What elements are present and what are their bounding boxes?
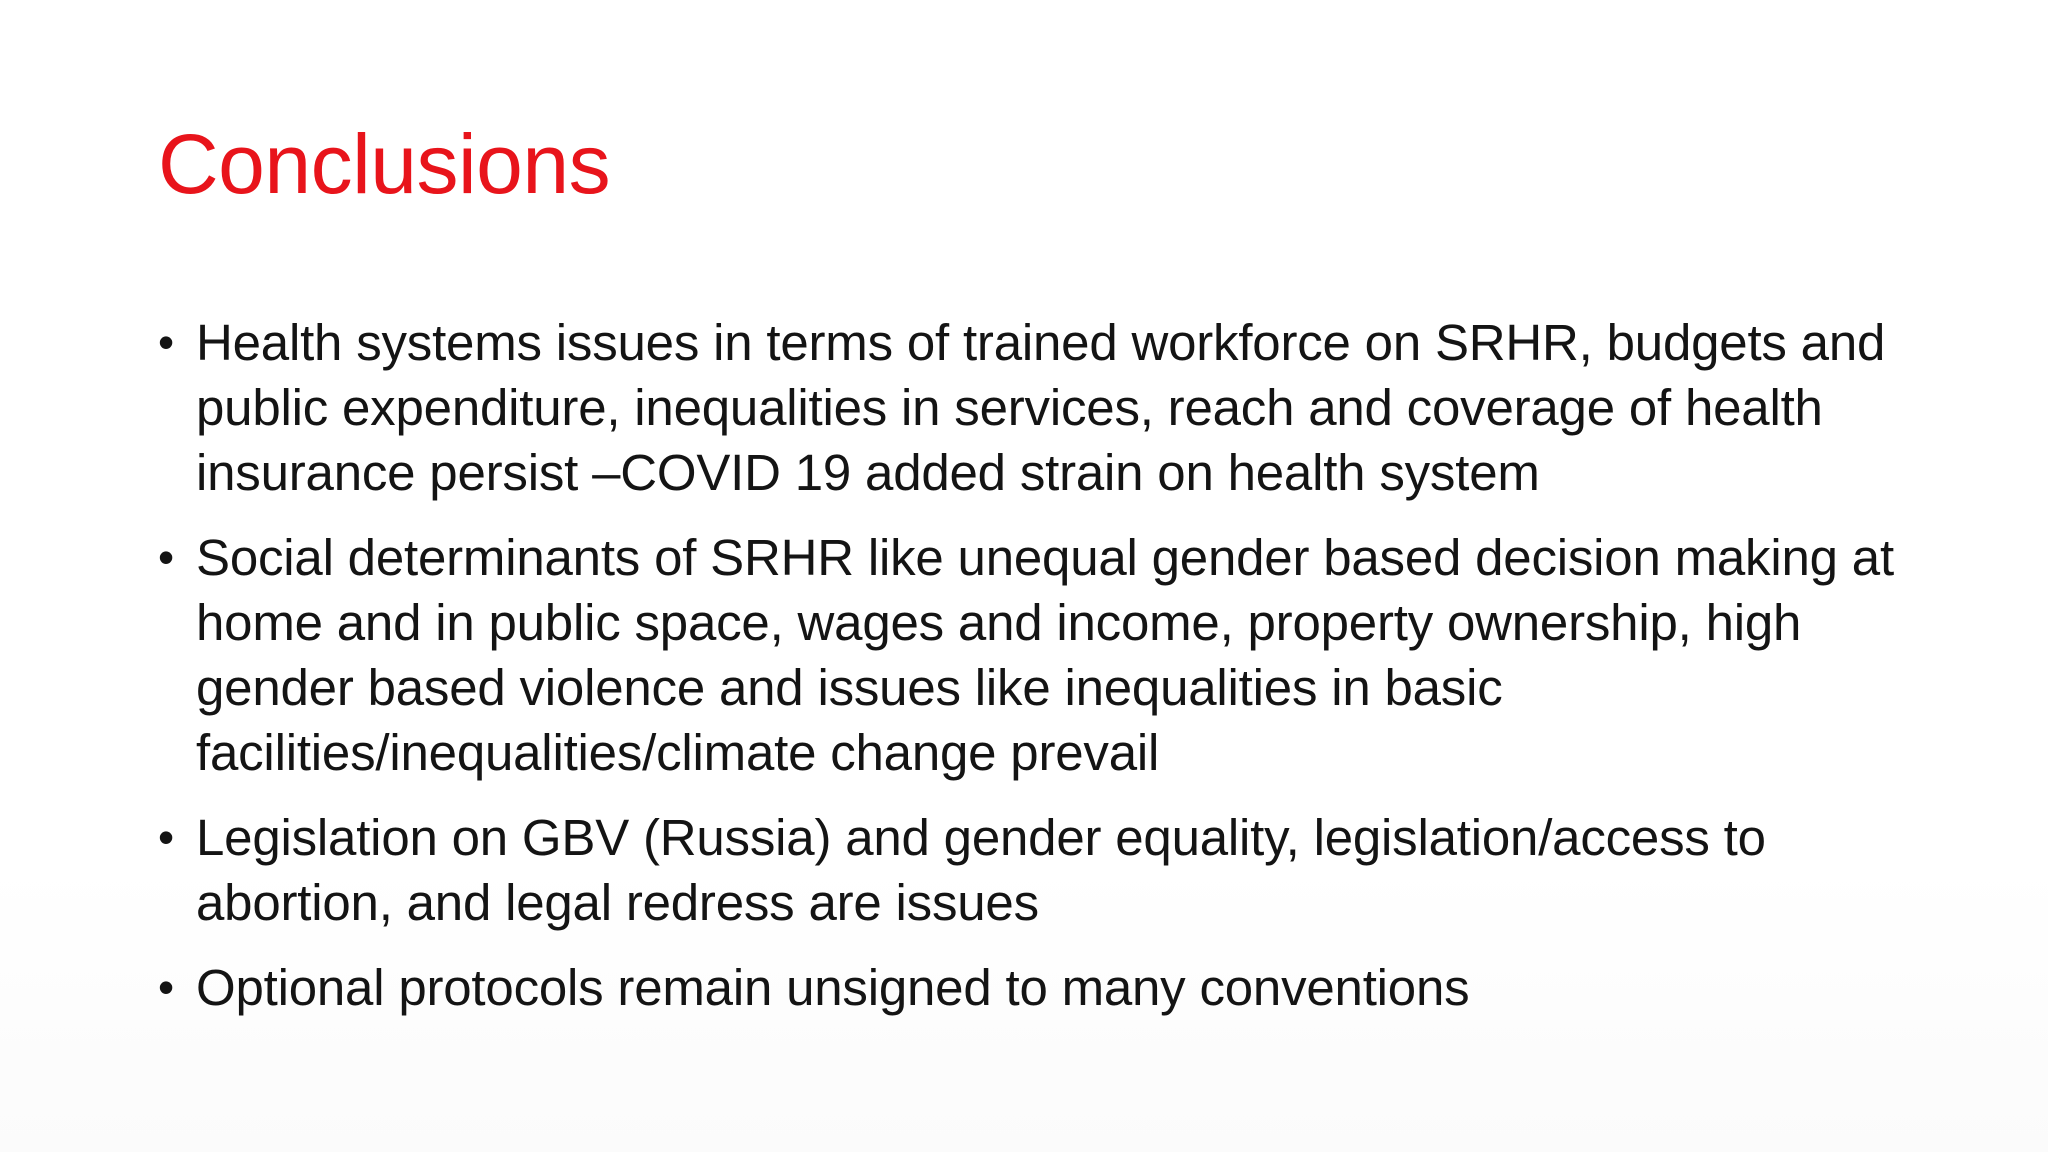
bullet-text: Legislation on GBV (Russia) and gender equality, legislation/access to abortion, and legal redress are issues [196, 809, 1766, 931]
bullet-dot-icon: • [158, 811, 174, 863]
bullet-dot-icon: • [158, 316, 174, 368]
bullet-text: Optional protocols remain unsigned to many conventions [196, 959, 1470, 1016]
bullet-item [158, 310, 1918, 505]
slide-title: Conclusions [158, 117, 611, 211]
bullet-dot-icon: • [158, 961, 174, 1013]
bullet-list [158, 310, 1918, 1040]
bullet-item [158, 955, 1918, 1020]
bullet-item [158, 525, 1918, 785]
bullet-text: Social determinants of SRHR like unequal gender based decision making at home and in public space, wages and income, property ownership, high gender based violence and issues like inequalities in basic facilities/inequalities/climate change prevail [196, 529, 1894, 781]
bullet-text: Health systems issues in terms of trained workforce on SRHR, budgets and public expenditure, inequalities in services, reach and coverage of health insurance persist –COVID 19 added strain on health system [196, 314, 1886, 501]
bullet-item [158, 805, 1918, 935]
bullet-dot-icon: • [158, 531, 174, 583]
